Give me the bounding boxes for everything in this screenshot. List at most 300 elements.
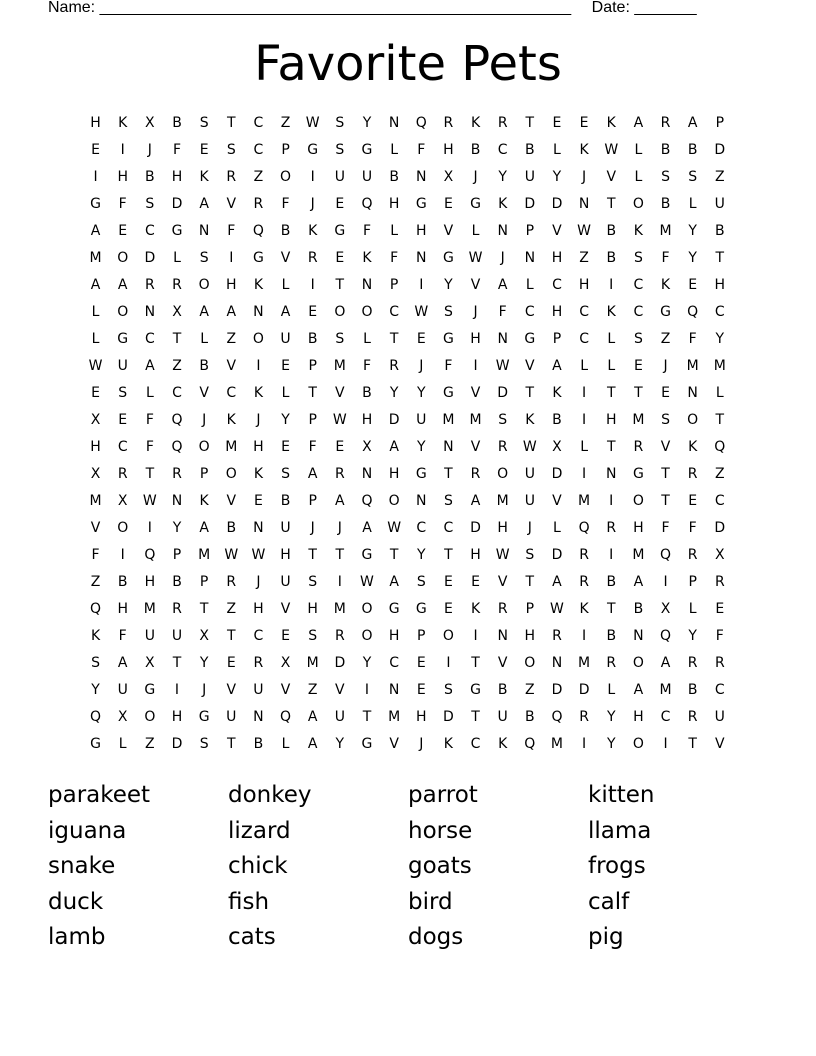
grid-letter[interactable]: N xyxy=(416,493,427,509)
grid-letter[interactable]: T xyxy=(172,331,182,347)
grid-letter[interactable]: V xyxy=(552,223,562,239)
grid-letter[interactable]: T xyxy=(335,547,345,563)
grid-letter[interactable]: N xyxy=(633,628,644,644)
grid-letter[interactable]: H xyxy=(280,547,291,563)
grid-letter[interactable]: G xyxy=(442,250,454,266)
grid-letter[interactable]: R xyxy=(579,574,589,590)
grid-letter[interactable]: I xyxy=(147,520,152,536)
grid-letter[interactable]: B xyxy=(199,358,209,374)
grid-letter[interactable]: Q xyxy=(90,601,102,617)
grid-letter[interactable]: L xyxy=(91,304,100,320)
grid-letter[interactable]: X xyxy=(145,115,155,131)
grid-letter[interactable]: T xyxy=(389,331,399,347)
grid-letter[interactable]: X xyxy=(199,628,209,644)
grid-letter[interactable]: Y xyxy=(498,169,507,185)
grid-letter[interactable]: R xyxy=(497,601,508,617)
grid-letter[interactable]: O xyxy=(117,250,129,266)
grid-letter[interactable]: C xyxy=(226,385,237,401)
grid-letter[interactable]: I xyxy=(663,574,668,590)
grid-letter[interactable]: A xyxy=(117,655,128,671)
grid-letter[interactable]: Q xyxy=(361,196,373,212)
grid-letter[interactable]: R xyxy=(334,628,345,644)
grid-letter[interactable]: M xyxy=(388,709,401,725)
grid-letter[interactable]: Z xyxy=(525,682,535,698)
grid-letter[interactable]: W xyxy=(522,439,537,455)
grid-letter[interactable]: B xyxy=(525,142,535,158)
grid-letter[interactable]: L xyxy=(118,736,127,752)
grid-letter[interactable]: S xyxy=(443,682,453,698)
grid-letter[interactable]: C xyxy=(497,142,508,158)
grid-letter[interactable]: D xyxy=(470,520,481,536)
grid-letter[interactable]: U xyxy=(361,169,373,185)
grid-letter[interactable]: V xyxy=(443,223,454,239)
grid-letter[interactable]: K xyxy=(253,277,263,293)
grid-letter[interactable]: H xyxy=(578,277,590,293)
grid-letter[interactable]: Q xyxy=(687,304,699,320)
grid-letter[interactable]: X xyxy=(362,439,372,455)
grid-letter[interactable]: X xyxy=(715,547,725,563)
grid-letter[interactable]: U xyxy=(117,358,128,374)
grid-letter[interactable]: G xyxy=(307,142,319,158)
grid-letter[interactable]: E xyxy=(552,115,562,131)
grid-letter[interactable]: N xyxy=(443,439,454,455)
grid-letter[interactable]: E xyxy=(335,439,345,455)
grid-letter[interactable]: C xyxy=(524,304,535,320)
grid-letter[interactable]: I xyxy=(256,358,261,374)
grid-letter[interactable]: C xyxy=(579,331,589,347)
grid-letter[interactable]: B xyxy=(470,142,481,158)
grid-letter[interactable]: A xyxy=(199,196,209,212)
grid-letter[interactable]: Q xyxy=(144,547,156,563)
grid-letter[interactable]: R xyxy=(226,169,237,185)
grid-letter[interactable]: M xyxy=(659,682,672,698)
grid-letter[interactable]: O xyxy=(687,412,699,428)
grid-letter[interactable]: T xyxy=(308,385,317,401)
grid-letter[interactable]: N xyxy=(388,115,400,131)
grid-letter[interactable]: R xyxy=(687,655,698,671)
grid-letter[interactable]: B xyxy=(253,736,264,752)
grid-letter[interactable]: R xyxy=(144,277,155,293)
grid-letter[interactable]: H xyxy=(171,169,183,185)
grid-letter[interactable]: N xyxy=(361,466,373,482)
grid-letter[interactable]: I xyxy=(663,736,668,752)
grid-letter[interactable]: R xyxy=(470,466,481,482)
grid-letter[interactable]: F xyxy=(91,547,100,563)
grid-letter[interactable]: J xyxy=(663,358,668,374)
grid-letter[interactable]: G xyxy=(90,736,101,752)
grid-letter[interactable]: R xyxy=(443,115,454,131)
grid-letter[interactable]: Q xyxy=(415,115,427,131)
grid-letter[interactable]: O xyxy=(361,304,373,320)
grid-letter[interactable]: V xyxy=(606,169,617,185)
grid-letter[interactable]: Z xyxy=(307,682,318,698)
grid-letter[interactable]: J xyxy=(256,412,261,428)
grid-letter[interactable]: E xyxy=(253,493,263,509)
grid-letter[interactable]: O xyxy=(632,655,644,671)
grid-letter[interactable]: Q xyxy=(714,439,726,455)
grid-letter[interactable]: C xyxy=(144,223,155,239)
grid-letter[interactable]: V xyxy=(280,682,291,698)
grid-letter[interactable]: E xyxy=(91,385,100,401)
grid-letter[interactable]: K xyxy=(525,412,535,428)
grid-letter[interactable]: T xyxy=(471,709,480,725)
grid-letter[interactable]: O xyxy=(280,169,292,185)
grid-letter[interactable]: M xyxy=(89,493,102,509)
grid-letter[interactable]: A xyxy=(362,520,372,536)
grid-letter[interactable]: G xyxy=(361,736,373,752)
grid-letter[interactable]: N xyxy=(578,196,590,212)
grid-letter[interactable]: R xyxy=(253,655,264,671)
grid-letter[interactable]: R xyxy=(606,520,617,536)
grid-letter[interactable]: W xyxy=(305,115,320,131)
grid-letter[interactable]: N xyxy=(416,169,427,185)
grid-letter[interactable]: T xyxy=(606,196,616,212)
grid-letter[interactable]: F xyxy=(145,412,154,428)
grid-letter[interactable]: H xyxy=(551,250,563,266)
grid-letter[interactable]: F xyxy=(281,196,290,212)
grid-letter[interactable]: E xyxy=(281,358,290,374)
grid-letter[interactable]: K xyxy=(606,115,616,131)
grid-letter[interactable]: H xyxy=(117,169,128,185)
grid-letter[interactable]: L xyxy=(525,277,534,293)
grid-letter[interactable]: Q xyxy=(551,709,563,725)
grid-letter[interactable]: T xyxy=(661,493,670,509)
grid-letter[interactable]: N xyxy=(416,250,427,266)
grid-letter[interactable]: M xyxy=(333,358,346,374)
grid-letter[interactable]: P xyxy=(417,628,426,644)
grid-letter[interactable]: I xyxy=(582,412,587,428)
grid-letter[interactable]: X xyxy=(117,709,128,725)
grid-letter[interactable]: K xyxy=(253,385,263,401)
grid-letter[interactable]: A xyxy=(633,682,644,698)
grid-letter[interactable]: T xyxy=(606,601,616,617)
grid-letter[interactable]: Y xyxy=(606,709,616,725)
grid-letter[interactable]: T xyxy=(226,736,236,752)
grid-letter[interactable]: A xyxy=(470,493,481,509)
grid-letter[interactable]: H xyxy=(90,115,101,131)
grid-letter[interactable]: P xyxy=(199,574,209,590)
grid-letter[interactable]: H xyxy=(253,601,264,617)
grid-letter[interactable]: L xyxy=(390,223,399,239)
grid-letter[interactable]: R xyxy=(660,115,671,131)
grid-letter[interactable]: G xyxy=(144,682,156,698)
grid-letter[interactable]: D xyxy=(551,466,563,482)
grid-letter[interactable]: S xyxy=(498,412,508,428)
grid-letter[interactable]: B xyxy=(552,412,562,428)
grid-letter[interactable]: F xyxy=(417,142,426,158)
grid-letter[interactable]: Y xyxy=(606,736,616,752)
grid-letter[interactable]: V xyxy=(470,385,481,401)
grid-letter[interactable]: G xyxy=(361,142,373,158)
grid-letter[interactable]: S xyxy=(416,574,426,590)
grid-letter[interactable]: D xyxy=(551,682,563,698)
grid-letter[interactable]: L xyxy=(281,277,290,293)
grid-letter[interactable]: G xyxy=(117,331,129,347)
grid-letter[interactable]: O xyxy=(442,628,454,644)
grid-letter[interactable]: Y xyxy=(91,682,100,698)
grid-letter[interactable]: I xyxy=(473,358,478,374)
grid-letter[interactable]: O xyxy=(198,277,210,293)
grid-letter[interactable]: I xyxy=(582,466,587,482)
grid-letter[interactable]: S xyxy=(335,115,345,131)
grid-letter[interactable]: C xyxy=(253,142,264,158)
grid-letter[interactable]: E xyxy=(199,142,209,158)
grid-letter[interactable]: O xyxy=(252,331,264,347)
grid-letter[interactable]: I xyxy=(364,682,370,698)
grid-letter[interactable]: Y xyxy=(416,385,426,401)
grid-letter[interactable]: Q xyxy=(171,412,183,428)
grid-letter[interactable]: C xyxy=(552,277,562,293)
grid-letter[interactable]: O xyxy=(225,466,237,482)
grid-letter[interactable]: S xyxy=(281,466,290,482)
grid-letter[interactable]: V xyxy=(280,601,291,617)
grid-letter[interactable]: I xyxy=(337,574,342,590)
grid-letter[interactable]: O xyxy=(334,304,346,320)
grid-letter[interactable]: M xyxy=(686,358,699,374)
grid-letter[interactable]: S xyxy=(688,169,698,185)
grid-letter[interactable]: B xyxy=(687,142,698,158)
grid-letter[interactable]: Y xyxy=(416,439,426,455)
grid-letter[interactable]: I xyxy=(120,142,125,158)
grid-letter[interactable]: T xyxy=(525,385,535,401)
grid-letter[interactable]: R xyxy=(253,196,264,212)
grid-letter[interactable]: R xyxy=(497,115,508,131)
grid-letter[interactable]: E xyxy=(416,655,426,671)
grid-letter[interactable]: P xyxy=(281,142,290,158)
grid-letter[interactable]: M xyxy=(89,250,102,266)
grid-letter[interactable]: U xyxy=(171,628,183,644)
grid-letter[interactable]: X xyxy=(552,439,562,455)
grid-letter[interactable]: L xyxy=(553,142,561,158)
grid-letter[interactable]: P xyxy=(308,358,317,374)
grid-letter[interactable]: V xyxy=(497,655,508,671)
grid-letter[interactable]: I xyxy=(93,169,98,185)
grid-letter[interactable]: P xyxy=(688,574,697,590)
grid-letter[interactable]: G xyxy=(442,385,454,401)
grid-letter[interactable]: J xyxy=(147,142,152,158)
grid-letter[interactable]: D xyxy=(551,196,563,212)
grid-letter[interactable]: X xyxy=(172,304,182,320)
grid-letter[interactable]: M xyxy=(713,358,726,374)
grid-letter[interactable]: K xyxy=(688,439,698,455)
grid-letter[interactable]: W xyxy=(577,223,592,239)
grid-letter[interactable]: I xyxy=(609,547,614,563)
grid-letter[interactable]: E xyxy=(688,493,698,509)
grid-letter[interactable]: K xyxy=(606,304,616,320)
grid-letter[interactable]: C xyxy=(714,682,725,698)
grid-letter[interactable]: G xyxy=(415,466,427,482)
grid-letter[interactable]: Y xyxy=(362,115,372,131)
grid-letter[interactable]: D xyxy=(171,736,183,752)
grid-letter[interactable]: V xyxy=(226,196,237,212)
grid-letter[interactable]: H xyxy=(524,628,536,644)
grid-letter[interactable]: S xyxy=(335,331,345,347)
grid-letter[interactable]: Q xyxy=(524,736,536,752)
grid-letter[interactable]: L xyxy=(580,358,588,374)
grid-letter[interactable]: E xyxy=(281,628,290,644)
grid-letter[interactable]: Q xyxy=(660,628,672,644)
grid-letter[interactable]: T xyxy=(172,655,182,671)
grid-letter[interactable]: Y xyxy=(688,223,697,239)
grid-letter[interactable]: S xyxy=(308,574,318,590)
grid-letter[interactable]: A xyxy=(307,736,318,752)
grid-letter[interactable]: R xyxy=(687,466,698,482)
grid-letter[interactable]: R xyxy=(497,439,508,455)
grid-letter[interactable]: N xyxy=(551,655,563,671)
grid-letter[interactable]: G xyxy=(470,196,481,212)
grid-letter[interactable]: A xyxy=(90,223,101,239)
grid-letter[interactable]: A xyxy=(389,439,399,455)
grid-letter[interactable]: L xyxy=(390,142,399,158)
grid-letter[interactable]: D xyxy=(551,547,563,563)
grid-letter[interactable]: H xyxy=(714,277,726,293)
grid-letter[interactable]: O xyxy=(117,520,129,536)
grid-letter[interactable]: B xyxy=(280,223,291,239)
grid-letter[interactable]: M xyxy=(333,601,346,617)
grid-letter[interactable]: G xyxy=(334,223,346,239)
grid-letter[interactable]: O xyxy=(497,466,509,482)
grid-letter[interactable]: H xyxy=(633,520,644,536)
grid-letter[interactable]: D xyxy=(171,196,183,212)
grid-letter[interactable]: C xyxy=(470,736,481,752)
grid-letter[interactable]: G xyxy=(524,331,536,347)
grid-letter[interactable]: V xyxy=(497,574,508,590)
grid-letter[interactable]: A xyxy=(335,493,345,509)
grid-letter[interactable]: H xyxy=(388,628,400,644)
grid-letter[interactable]: D xyxy=(443,709,454,725)
grid-letter[interactable]: X xyxy=(145,655,155,671)
grid-letter[interactable]: M xyxy=(578,655,591,671)
grid-letter[interactable]: R xyxy=(307,250,318,266)
grid-letter[interactable]: M xyxy=(496,493,509,509)
grid-letter[interactable]: C xyxy=(633,304,644,320)
grid-letter[interactable]: B xyxy=(280,493,291,509)
grid-letter[interactable]: G xyxy=(171,223,183,239)
grid-letter[interactable]: Z xyxy=(715,466,725,482)
grid-letter[interactable]: Z xyxy=(579,250,589,266)
grid-letter[interactable]: O xyxy=(632,493,644,509)
grid-letter[interactable]: L xyxy=(607,358,616,374)
grid-letter[interactable]: D xyxy=(714,520,726,536)
grid-letter[interactable]: T xyxy=(471,655,480,671)
grid-letter[interactable]: I xyxy=(582,628,587,644)
grid-letter[interactable]: K xyxy=(226,412,236,428)
grid-letter[interactable]: S xyxy=(661,412,670,428)
grid-letter[interactable]: E xyxy=(416,682,426,698)
grid-letter[interactable]: Q xyxy=(90,709,102,725)
grid-letter[interactable]: Z xyxy=(145,736,155,752)
grid-letter[interactable]: L xyxy=(200,331,209,347)
grid-letter[interactable]: J xyxy=(419,736,424,752)
grid-letter[interactable]: F xyxy=(308,439,317,455)
grid-letter[interactable]: U xyxy=(280,574,291,590)
grid-letter[interactable]: W xyxy=(468,250,483,266)
grid-letter[interactable]: W xyxy=(251,547,266,563)
grid-letter[interactable]: E xyxy=(118,223,128,239)
grid-letter[interactable]: M xyxy=(632,547,645,563)
grid-letter[interactable]: N xyxy=(171,493,183,509)
grid-letter[interactable]: Z xyxy=(226,331,237,347)
grid-letter[interactable]: S xyxy=(633,250,643,266)
grid-letter[interactable]: Q xyxy=(171,439,183,455)
grid-letter[interactable]: V xyxy=(226,358,237,374)
grid-letter[interactable]: S xyxy=(661,169,670,185)
grid-letter[interactable]: G xyxy=(361,547,373,563)
grid-letter[interactable]: Q xyxy=(578,520,590,536)
grid-letter[interactable]: E xyxy=(281,439,290,455)
grid-letter[interactable]: O xyxy=(117,304,129,320)
grid-letter[interactable]: A xyxy=(145,358,155,374)
grid-letter[interactable]: X xyxy=(90,466,101,482)
grid-letter[interactable]: U xyxy=(280,520,291,536)
grid-letter[interactable]: I xyxy=(473,628,478,644)
grid-letter[interactable]: U xyxy=(144,628,155,644)
grid-letter[interactable]: K xyxy=(498,736,508,752)
grid-letter[interactable]: K xyxy=(498,196,508,212)
grid-letter[interactable]: X xyxy=(90,412,101,428)
grid-letter[interactable]: V xyxy=(90,520,101,536)
grid-letter[interactable]: N xyxy=(497,628,508,644)
grid-letter[interactable]: Y xyxy=(444,277,453,293)
grid-letter[interactable]: J xyxy=(310,520,315,536)
grid-letter[interactable]: A xyxy=(660,655,671,671)
grid-letter[interactable]: B xyxy=(226,520,237,536)
grid-letter[interactable]: Q xyxy=(660,547,672,563)
grid-letter[interactable]: I xyxy=(120,547,125,563)
grid-letter[interactable]: R xyxy=(172,466,182,482)
grid-letter[interactable]: L xyxy=(471,223,480,239)
grid-letter[interactable]: Y xyxy=(416,547,426,563)
grid-letter[interactable]: L xyxy=(580,439,588,455)
grid-letter[interactable]: E xyxy=(661,385,670,401)
grid-letter[interactable]: R xyxy=(633,439,644,455)
grid-letter[interactable]: B xyxy=(525,709,535,725)
grid-letter[interactable]: R xyxy=(172,277,182,293)
grid-letter[interactable]: H xyxy=(226,277,237,293)
grid-letter[interactable]: L xyxy=(281,385,290,401)
grid-letter[interactable]: K xyxy=(199,169,209,185)
grid-letter[interactable]: G xyxy=(252,250,264,266)
grid-letter[interactable]: W xyxy=(387,520,402,536)
grid-letter[interactable]: F xyxy=(715,628,724,644)
grid-letter[interactable]: C xyxy=(714,304,725,320)
grid-letter[interactable]: A xyxy=(199,520,209,536)
grid-letter[interactable]: N xyxy=(253,304,264,320)
grid-letter[interactable]: H xyxy=(443,142,454,158)
grid-letter[interactable]: G xyxy=(90,196,101,212)
grid-letter[interactable]: H xyxy=(144,574,156,590)
grid-letter[interactable]: F xyxy=(362,223,371,239)
grid-letter[interactable]: Q xyxy=(280,709,292,725)
grid-letter[interactable]: B xyxy=(660,142,671,158)
grid-letter[interactable]: T xyxy=(606,439,616,455)
grid-letter[interactable]: W xyxy=(88,358,103,374)
grid-letter[interactable]: B xyxy=(497,682,508,698)
grid-letter[interactable]: M xyxy=(198,547,211,563)
grid-letter[interactable]: S xyxy=(633,331,643,347)
grid-letter[interactable]: P xyxy=(552,331,562,347)
grid-letter[interactable]: A xyxy=(117,277,128,293)
grid-letter[interactable]: L xyxy=(634,169,643,185)
grid-letter[interactable]: K xyxy=(660,277,671,293)
grid-letter[interactable]: R xyxy=(552,628,562,644)
grid-letter[interactable]: S xyxy=(145,196,155,212)
grid-letter[interactable]: V xyxy=(335,682,345,698)
grid-letter[interactable]: S xyxy=(199,736,209,752)
grid-letter[interactable]: S xyxy=(308,628,318,644)
grid-letter[interactable]: O xyxy=(632,736,644,752)
grid-letter[interactable]: M xyxy=(143,601,156,617)
